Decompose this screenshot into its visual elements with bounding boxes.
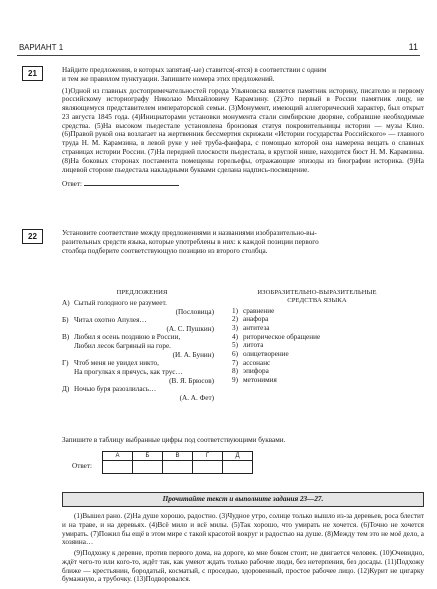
sentence-source: (А. С. Пушкин) [166,324,214,333]
sentence-mark: Г) [62,359,69,368]
sentence-source: (В. Я. Брюсов) [169,376,214,385]
answer-cell [133,461,163,474]
means-item [232,324,402,333]
sentence-source: (А. А. Фет) [179,393,214,402]
means-number: 8) [232,367,238,376]
sentence-item [62,316,222,333]
answer-table-header-row [103,452,253,461]
variant-label: ВАРИАНТ 1 [19,43,64,52]
task-22-instruction-line-3: столбца подберите соответствующую позицию из второго столбца. [62,246,268,255]
means-label: анафора [243,315,269,324]
answer-blank [84,178,179,186]
sentence-mark: Д) [62,385,70,394]
answer-table-header: Д [223,452,253,461]
task-21 [62,66,424,189]
means-number: 6) [232,350,238,359]
means-number: 7) [232,358,238,367]
means-number: 2) [232,315,238,324]
means-header [232,289,402,305]
sentence-source: (И. А. Бунин) [172,350,214,359]
means-header-line-2: СРЕДСТВА ЯЗЫКА [287,296,347,304]
means-label: литота [243,341,264,350]
task-21-number: 21 [22,66,43,81]
means-label: олицетворение [243,350,289,359]
answer-table-header: Б [133,452,163,461]
task-21-answer [62,178,424,189]
sentence-source: (Пословица) [175,307,214,316]
answer-table-value-row [103,461,253,474]
means-number: 5) [232,341,238,350]
answer-cell [193,461,223,474]
answer-table-header: Г [193,452,223,461]
answer-cell [163,461,193,474]
task-22-answer-label: Ответ: [72,462,93,470]
answer-cell [223,461,253,474]
task-22-number: 22 [22,229,43,244]
sentence-item [62,359,222,385]
means-number: 4) [232,332,238,341]
answer-table [102,451,253,474]
sentence-item [62,299,222,316]
page-header [17,41,420,56]
reading-paragraph: (9)Подхожу к деревне, против первого дома, на дороге, ко мне боком стоит, не двигается человек. (10)Очевидно, ждёт чего-то или кого-то, ждёт так, как умеют ждать только рабочие люди, без нетерпения, без досады. (11)Подхожу ближе — крестьянин, бородатый, косматый, с проседью, здоровенный, простое рабочее лицо. (12)Курит не цигарку бумажную, а трубочку. (13)Подворовался. [62,549,424,584]
task-21-instruction-line-2: и тем же правилом пунктуации. Запишите номера этих предложений. [62,74,275,83]
means-item [232,367,402,376]
means-item [232,359,402,368]
means-item [232,307,402,316]
means-label: антитеза [243,324,270,333]
sentence-item [62,385,222,402]
sentences-column [62,289,222,403]
task-22-instruction-line-1: Установите соответствие между предложениями и названиями изобразительно-вы- [62,229,317,237]
page-number: 11 [408,42,418,52]
means-label: риторическое обращение [243,332,321,341]
sentence-line: Любил лесок багряный на горе. [74,342,171,351]
sentence-mark: Б) [62,316,69,325]
task-21-text: (1)Одной из главных достопримечательностей города Ульяновска является памятник историку, писателю и первому российскому историографу Николаю Михайловичу Карамзину. (2)Это первый в России памятник лицу, не являющемуся представителем императорской семьи. (3)Монумент, имеющий аллегорический характер, был открыт 23 августа 1845 года. (4)Инициаторами установки монумента стали симбирские дворяне, собравшие необходимые средства. (5)На высоком пьедестале установлена бронзовая статуя покровительницы истории — музы Клио. (6)Правой рукой она возлагает на жертвенник бессмертия скрижали «Истории государства Российского» — главного труда Н. М. Карамзина, в левой руке у неё труба-фанфара, с помощью которой она намерена вещать о славных страницах истории России. (7)На передней плоскости пьедестала, в круглой нише, находится бюст Н. М. Карамзина. (8)На боковых сторонах постамента помещены горельефы, отражающие эпизоды из биографии историка. (9)На лицевой стороне пьедестала накладными буквами сделана надпись-посвящение. [62,86,424,174]
means-header-line-1: ИЗОБРАЗИТЕЛЬНО-ВЫРАЗИТЕЛЬНЫЕ [257,289,377,296]
means-label: ассонанс [243,358,271,367]
answer-table-header: А [103,452,133,461]
means-label: метонимия [243,375,277,384]
means-item [232,333,402,342]
answer-cell [103,461,133,474]
means-label: сравнение [243,306,275,315]
sentence-mark: В) [62,333,70,342]
means-number: 3) [232,324,238,333]
sentence-line: Читал охотно Апулея… [74,316,147,325]
sentence-line: Любил я осень позднюю в России, [74,333,181,342]
table-instruction: Запишите в таблицу выбранные цифры под соответствующими буквами. [62,436,286,444]
means-item [232,376,402,385]
means-column [232,289,402,385]
reading-paragraph: (1)Вышел рано. (2)На душе хорошо, радостно. (3)Чудное утро, солнце только вышло из-за деревьев, роса блестит и на траве, и на деревьях. (4)Всё мило и всё милы. (5)Так хорошо, что умирать не хочется. (6)Точно не хочется умирать. (7)Пожил бы ещё в этом мире с такой красотой вокруг и радостью на душе. (8)Между тем это не моё дело, а хозяина… [62,512,424,547]
reading-text [62,512,424,584]
sentence-line: Сытый голодного не разумеет. [74,298,167,307]
means-item [232,315,402,324]
means-number: 9) [232,375,238,384]
task-22-instruction-line-2: разительных средств языка, которые употреблены в них: к каждой позиции первого [62,237,319,246]
task-21-instruction-line-1: Найдите предложения, в которых запятая(-ые) ставится(-ятся) в соответствии с одним [62,66,327,74]
sentence-line: Чтоб меня не увидел никто, [74,359,159,368]
means-number: 1) [232,306,238,315]
means-label: эпифора [243,367,269,376]
sentence-line: Ночью буря разозлилась… [74,385,157,394]
sentence-item [62,333,222,359]
reading-instruction-box: Прочитайте текст и выполните задания 23—27. [62,492,424,507]
sentences-header: ПРЕДЛОЖЕНИЯ [116,289,168,296]
task-22 [62,229,424,255]
answer-table-header: В [163,452,193,461]
sentence-line: На прогулках я прячусь, как труc… [74,368,183,377]
means-item [232,341,402,350]
sentence-mark: А) [62,298,70,307]
task-21-answer-label: Ответ: [62,180,83,189]
means-item [232,350,402,359]
